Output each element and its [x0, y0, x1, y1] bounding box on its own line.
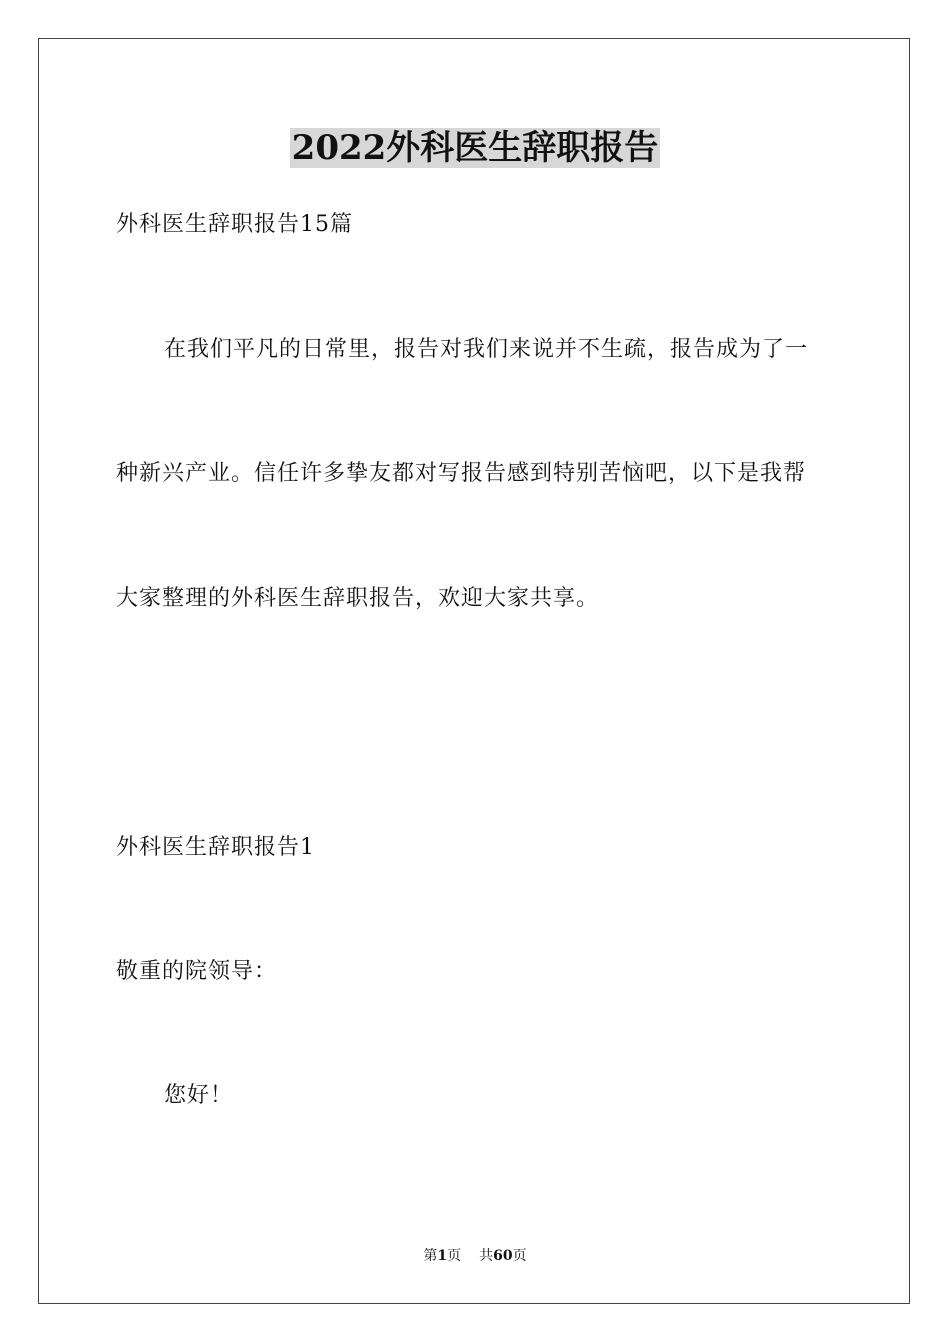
intro-paragraph-line-3: 大家整理的外科医生辞职报告，欢迎大家共享。	[116, 586, 600, 611]
document-title	[0, 124, 950, 172]
footer-total-prefix: 共	[479, 1248, 494, 1264]
letter-salutation: 敬重的院领导：	[116, 959, 278, 984]
document-title-text: 2022外科医生辞职报告	[291, 128, 659, 168]
footer-page-prefix: 第	[423, 1248, 438, 1264]
footer-page-number: 1	[437, 1248, 448, 1264]
letter-greeting: 您好！	[164, 1083, 234, 1108]
page-footer	[0, 1246, 950, 1266]
footer-total-suffix: 页	[512, 1248, 527, 1264]
intro-paragraph-line-2: 种新兴产业。信任许多挚友都对写报告感到特别苦恼吧，以下是我帮	[116, 461, 807, 486]
section-heading: 外科医生辞职报告1	[116, 835, 315, 860]
footer-page-suffix: 页	[447, 1248, 462, 1264]
intro-paragraph-line-1: 在我们平凡的日常里，报告对我们来说并不生疏，报告成为了一	[164, 337, 809, 362]
document-subtitle: 外科医生辞职报告15篇	[116, 212, 353, 237]
footer-total-pages: 60	[493, 1248, 513, 1264]
